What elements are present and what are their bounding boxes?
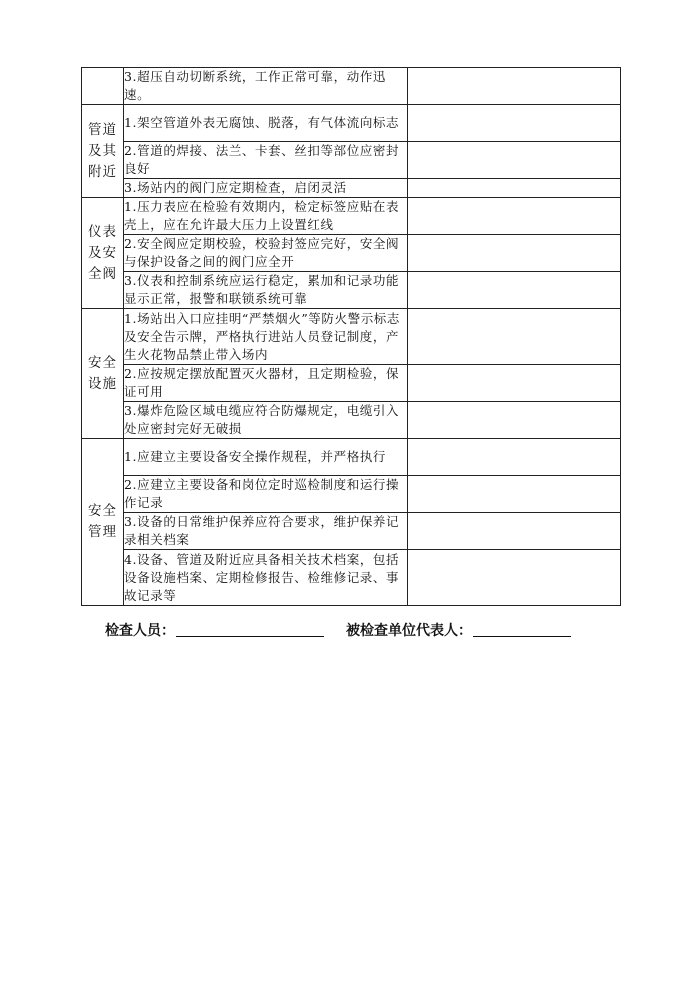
check-item: 3.仪表和控制系统应运行稳定，累加和记录功能显示正常，报警和联锁系统可靠 [124, 272, 408, 309]
category-cell [82, 439, 124, 606]
check-item: 2.管道的焊接、法兰、卡套、丝扣等部位应密封良好 [124, 142, 408, 179]
result-cell[interactable] [408, 235, 621, 272]
table-row [82, 439, 621, 476]
result-cell[interactable] [408, 439, 621, 476]
table-row [82, 179, 621, 198]
checklist-body [82, 68, 621, 606]
inspector-signature-line[interactable] [176, 636, 324, 637]
table-row [82, 402, 621, 439]
representative-signature-line[interactable] [473, 636, 571, 637]
check-item: 4.设备、管道及附近应具备相关技术档案，包括设备设施档案、定期检修报告、检维修记录、事故记录等 [124, 550, 408, 606]
check-item: 3.超压自动切断系统，工作正常可靠，动作迅速。 [124, 68, 408, 105]
check-item: 3.爆炸危险区域电缆应符合防爆规定，电缆引入处应密封完好无破损 [124, 402, 408, 439]
result-cell[interactable] [408, 550, 621, 606]
inspection-checklist-table [81, 67, 621, 606]
result-cell[interactable] [408, 179, 621, 198]
category-cell [82, 68, 124, 105]
result-cell[interactable] [408, 513, 621, 550]
check-item: 1.场站出入口应挂明“严禁烟火”等防火警示标志及安全告示牌，严格执行进站人员登记制度，产生火花物品禁止带入场内 [124, 309, 408, 365]
table-row [82, 309, 621, 365]
table-row [82, 235, 621, 272]
category-label: 安全设施 [88, 354, 117, 392]
result-cell[interactable] [408, 198, 621, 235]
category-cell [82, 309, 124, 439]
result-cell[interactable] [408, 68, 621, 105]
representative-label: 被检查单位代表人： [346, 623, 472, 639]
table-row [82, 272, 621, 309]
check-item: 1.应建立主要设备安全操作规程，并严格执行 [124, 439, 408, 476]
result-cell[interactable] [408, 142, 621, 179]
table-row [82, 513, 621, 550]
table-row [82, 68, 621, 105]
table-row [82, 198, 621, 235]
inspector-label: 检查人员： [105, 623, 175, 639]
table-row [82, 476, 621, 513]
check-item: 3.设备的日常维护保养应符合要求，维护保养记录相关档案 [124, 513, 408, 550]
table-row [82, 142, 621, 179]
table-row [82, 365, 621, 402]
result-cell[interactable] [408, 272, 621, 309]
category-label: 管道及其附近 [88, 121, 117, 180]
table-row [82, 105, 621, 142]
result-cell[interactable] [408, 402, 621, 439]
check-item: 2.应建立主要设备和岗位定时巡检制度和运行操作记录 [124, 476, 408, 513]
result-cell[interactable] [408, 309, 621, 365]
check-item: 3.场站内的阀门应定期检查，启闭灵活 [124, 179, 408, 198]
category-label: 仪表及安全阀 [88, 223, 117, 282]
table-row [82, 550, 621, 606]
result-cell[interactable] [408, 365, 621, 402]
inspection-checklist-sheet [81, 67, 620, 606]
check-item: 2.安全阀应定期校验，校验封签应完好，安全阀与保护设备之间的阀门应全开 [124, 235, 408, 272]
check-item: 1.架空管道外表无腐蚀、脱落，有气体流向标志 [124, 105, 408, 142]
result-cell[interactable] [408, 105, 621, 142]
check-item: 1.压力表应在检验有效期内，检定标签应贴在表壳上，应在允许最大压力上设置红线 [124, 198, 408, 235]
category-label: 安全管理 [88, 503, 117, 540]
result-cell[interactable] [408, 476, 621, 513]
category-cell [82, 198, 124, 309]
check-item: 2.应按规定摆放配置灭火器材，且定期检验，保证可用 [124, 365, 408, 402]
signature-area [0, 617, 700, 647]
category-cell [82, 105, 124, 198]
